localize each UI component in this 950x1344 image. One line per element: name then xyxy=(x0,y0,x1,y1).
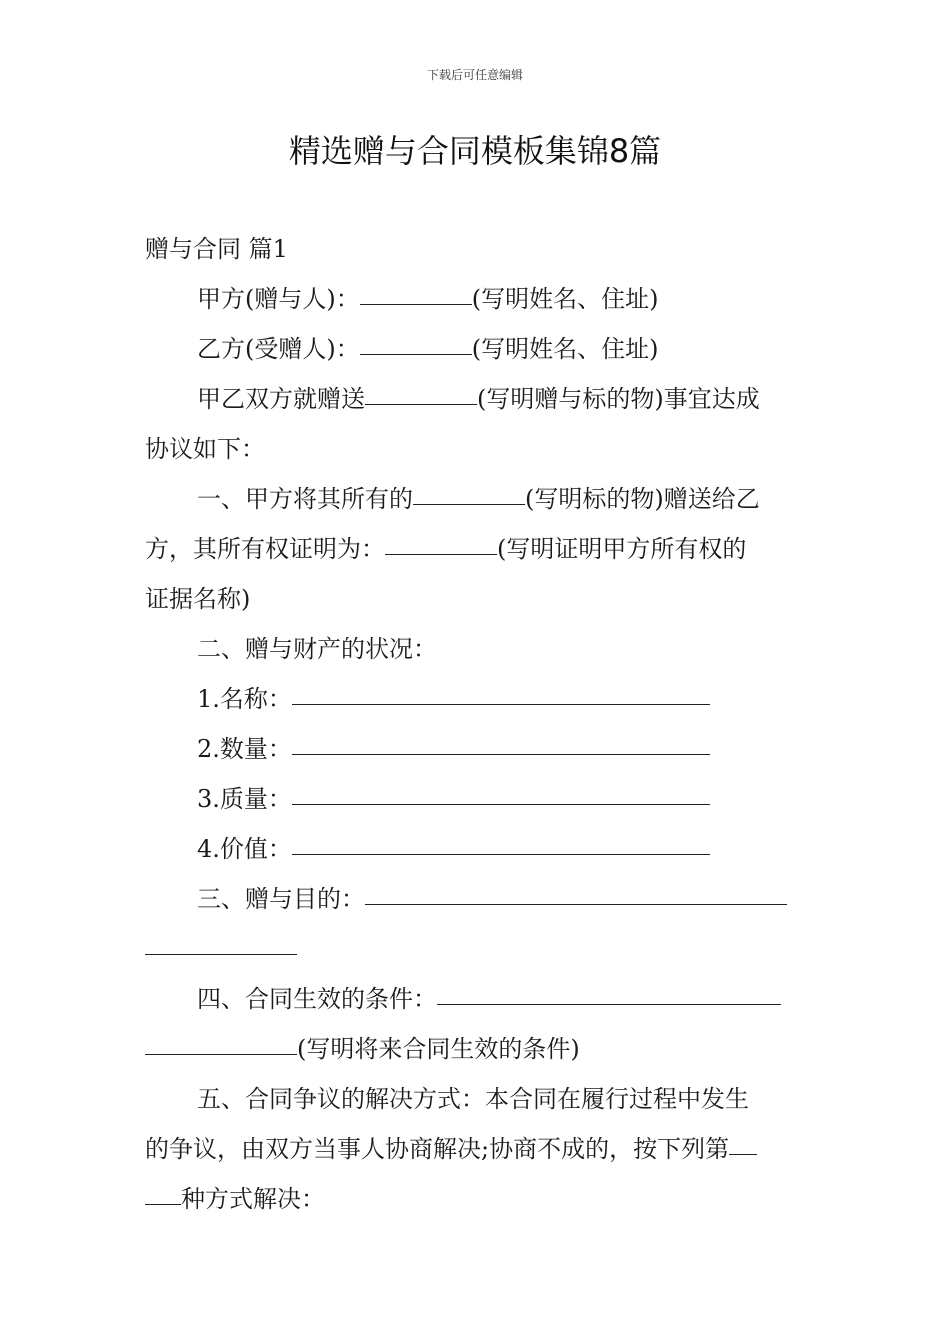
property-quality-line xyxy=(145,774,810,824)
property-quantity-line xyxy=(145,724,810,774)
agreement-continued: 协议如下： xyxy=(145,435,265,463)
clause4-title: 四、合同生效的条件： xyxy=(197,985,437,1013)
property-value-blank[interactable] xyxy=(292,824,710,855)
party-a-blank[interactable] xyxy=(360,274,472,305)
property-quantity-blank[interactable] xyxy=(292,724,710,755)
header-note: 下载后可任意编辑 xyxy=(426,68,523,82)
clause5-line2 xyxy=(145,1124,810,1174)
clause1-part4: (写明证明甲方所有权的 xyxy=(497,535,747,563)
property-quality-label: 3.质量： xyxy=(197,785,292,813)
clause3-continuation xyxy=(145,924,810,974)
party-a-label: 甲方(赠与人)： xyxy=(197,285,360,313)
clause1-part3: 方，其所有权证明为： xyxy=(145,535,385,563)
clause4-hint: (写明将来合同生效的条件) xyxy=(297,1035,580,1063)
section-heading: 赠与合同 篇1 xyxy=(145,235,288,263)
agreement-line xyxy=(145,374,810,424)
condition-blank-continued[interactable] xyxy=(145,1024,297,1055)
property-name-blank[interactable] xyxy=(292,674,710,705)
party-b-line xyxy=(145,324,810,374)
property-quantity-label: 2.数量： xyxy=(197,735,292,763)
property-name-label: 1.名称： xyxy=(197,685,292,713)
clause1-line2 xyxy=(145,524,810,574)
clause5-line3 xyxy=(145,1174,810,1224)
ownership-proof-blank[interactable] xyxy=(385,524,497,555)
property-name-line xyxy=(145,674,810,724)
party-a-hint: (写明姓名、住址) xyxy=(471,285,659,313)
clause3-title: 三、赠与目的： xyxy=(197,885,365,913)
clause2-title: 二、赠与财产的状况： xyxy=(197,635,437,663)
party-b-label: 乙方(受赠人)： xyxy=(197,335,360,363)
document-title: 精选赠与合同模板集锦8篇 xyxy=(288,132,662,170)
clause1-line1 xyxy=(145,474,810,524)
document-body xyxy=(145,224,810,1224)
clause1-object-blank[interactable] xyxy=(413,474,525,505)
gift-object-blank[interactable] xyxy=(365,374,477,405)
clause1-part1: 一、甲方将其所有的 xyxy=(197,485,413,513)
party-b-blank[interactable] xyxy=(360,324,472,355)
clause5-line2-text: 的争议，由双方当事人协商解决;协商不成的，按下列第 xyxy=(145,1135,730,1163)
condition-blank[interactable] xyxy=(437,974,781,1005)
clause5-line3-text: 种方式解决： xyxy=(181,1185,325,1213)
method-number-blank[interactable] xyxy=(729,1124,757,1155)
agreement-after: (写明赠与标的物)事宜达成 xyxy=(477,385,760,413)
party-b-hint: (写明姓名、住址) xyxy=(471,335,659,363)
clause3-line xyxy=(145,874,810,924)
clause1-part2: (写明标的物)赠送给乙 xyxy=(525,485,760,513)
purpose-blank-continued[interactable] xyxy=(145,924,297,955)
purpose-blank[interactable] xyxy=(365,874,787,905)
clause1-line3: 证据名称) xyxy=(145,585,251,613)
property-value-line xyxy=(145,824,810,874)
property-quality-blank[interactable] xyxy=(292,774,710,805)
clause4-line xyxy=(145,974,810,1024)
clause4-continuation xyxy=(145,1024,810,1074)
party-a-line xyxy=(145,274,810,324)
agreement-before: 甲乙双方就赠送 xyxy=(197,385,365,413)
property-value-label: 4.价值： xyxy=(197,835,292,863)
clause5-line1: 五、合同争议的解决方式：本合同在履行过程中发生 xyxy=(197,1085,749,1113)
method-number-blank-continued[interactable] xyxy=(145,1174,181,1205)
